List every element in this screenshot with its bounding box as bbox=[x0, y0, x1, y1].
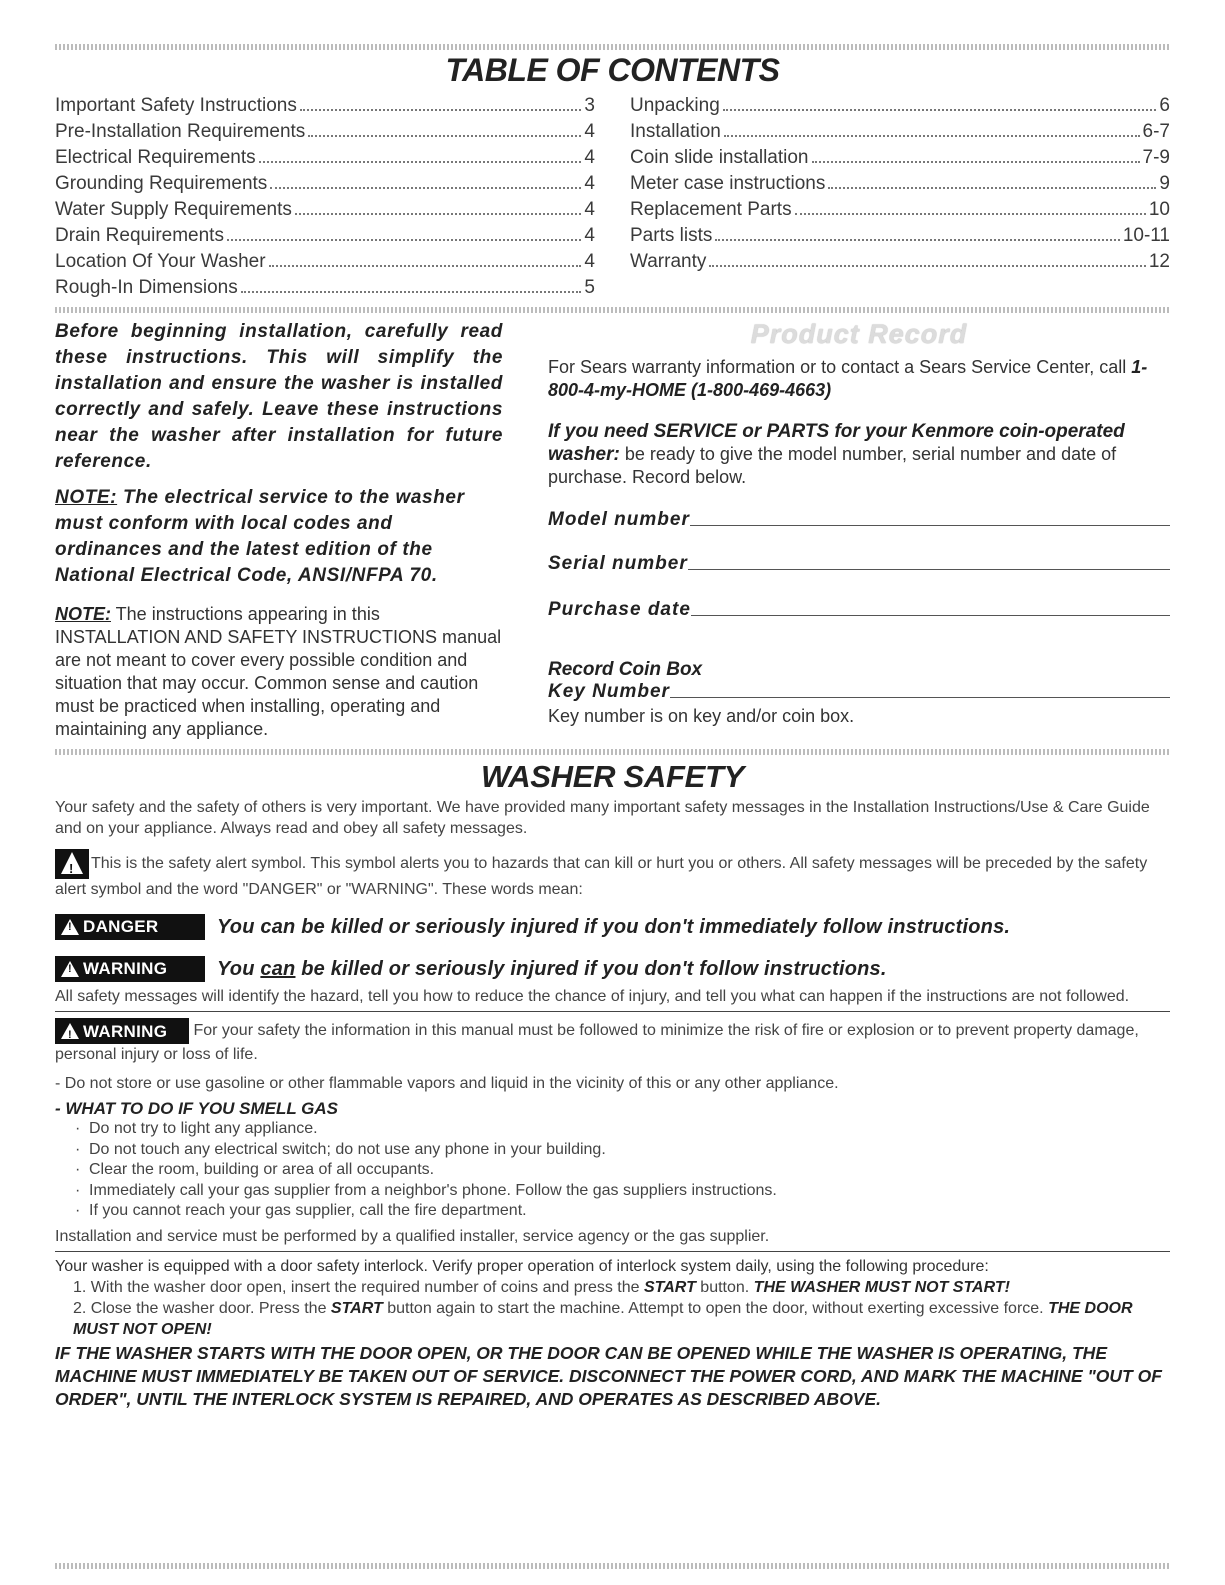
safety-symbol-text: This is the safety alert symbol. This symbol alerts you to hazards that can kill or hurt you or others. All safety messages will be preceded by the safety alert symbol and the word "DANGER" or "WARNING". These words mean: bbox=[55, 855, 1148, 898]
model-number-line bbox=[690, 524, 1170, 526]
toc-entry-page: 12 bbox=[1148, 251, 1170, 272]
warning-text-a: You bbox=[217, 957, 261, 980]
toc-entry-page: 10-11 bbox=[1122, 225, 1170, 246]
key-number-line bbox=[670, 696, 1170, 698]
electrical-note bbox=[55, 485, 503, 589]
step-text: button. bbox=[695, 1278, 754, 1296]
gas-step: · Do not try to light any appliance. bbox=[55, 1119, 1170, 1140]
product-record-title: Product Record bbox=[750, 319, 968, 349]
step-text: button again to start the machine. Attempt to open the door, without exerting excessive force. bbox=[382, 1299, 1049, 1317]
warning-text bbox=[217, 958, 887, 981]
toc-entry bbox=[55, 119, 595, 145]
serial-number-label: Serial number bbox=[548, 553, 688, 574]
toc-leader-dots bbox=[295, 213, 582, 215]
coin-box-label: Record Coin Box bbox=[548, 659, 703, 680]
toc-entry-page: 3 bbox=[584, 95, 595, 116]
toc-leader-dots bbox=[241, 291, 582, 293]
warning-word: WARNING bbox=[83, 959, 168, 978]
flammable-note: - Do not store or use gasoline or other flammable vapors and liquid in the vicinity of this or any other appliance. bbox=[55, 1075, 839, 1092]
toc-entry-title: Installation bbox=[630, 121, 721, 142]
toc-entry-page: 6-7 bbox=[1142, 121, 1170, 142]
start-label: START bbox=[643, 1278, 696, 1296]
toc-entry bbox=[55, 223, 595, 249]
toc-leader-dots bbox=[812, 161, 1140, 163]
out-of-service-warning: IF THE WASHER STARTS WITH THE DOOR OPEN, OR THE DOOR CAN BE OPENED WHILE THE WASHER IS OPERATING, THE MACHINE MUST IMMEDIATELY BE TAKEN OUT OF SERVICE. DISCONNECT THE POWER CORD, AND MARK THE MACHINE "OUT OF ORDER", UNTIL THE INTERLOCK SYSTEM IS REPAIRED, AND OPERATES AS DESCRIBED ABOVE. bbox=[55, 1342, 1162, 1409]
note-text: The electrical service to the washer must conform with local codes and ordinances and the latest edition of the National Electrical Code, ANSI/NFPA 70. bbox=[55, 487, 465, 586]
toc-entry-title: Meter case instructions bbox=[630, 173, 826, 194]
gas-steps bbox=[55, 1119, 1170, 1222]
alert-triangle-icon bbox=[61, 1023, 79, 1039]
danger-text: You can be killed or seriously injured if you don't immediately follow instructions. bbox=[217, 915, 1011, 938]
toc-entry-page: 10 bbox=[1148, 199, 1170, 220]
danger-word: DANGER bbox=[83, 917, 159, 936]
toc-entry bbox=[55, 197, 595, 223]
toc-leader-dots bbox=[269, 265, 582, 267]
toc-leader-dots bbox=[259, 161, 582, 163]
serial-number-line bbox=[688, 568, 1170, 570]
warning-signal bbox=[55, 1018, 189, 1044]
toc-entry bbox=[55, 145, 595, 171]
installer-note: Installation and service must be performed by a qualified installer, service agency or the gas supplier. bbox=[55, 1227, 770, 1245]
installation-notes bbox=[55, 319, 503, 741]
purchase-date-field[interactable] bbox=[548, 599, 1170, 621]
interlock-step-2 bbox=[73, 1298, 1170, 1340]
divider bbox=[55, 749, 1170, 755]
toc-entry-title: Coin slide installation bbox=[630, 147, 809, 168]
fire-warning-text: For your safety the information in this manual must be followed to minimize the risk of fire or explosion or to prevent property damage, personal injury or loss of life. bbox=[55, 1022, 1139, 1063]
gas-step: · Immediately call your gas supplier from a neighbor's phone. Follow the gas suppliers instructions. bbox=[55, 1181, 1170, 1202]
step-text: 1. With the washer door open, insert the required number of coins and press the bbox=[73, 1278, 644, 1296]
key-number-label: Key Number bbox=[548, 681, 670, 702]
safety-messages-text: All safety messages will identify the hazard, tell you how to reduce the chance of injury, and tell you what can happen if the instructions are not followed. bbox=[55, 988, 1130, 1005]
service-heading: If you need SERVICE or PARTS for your Kenmore coin-operated washer: bbox=[548, 421, 1125, 465]
toc-left-column bbox=[55, 93, 595, 301]
key-note: Key number is on key and/or coin box. bbox=[548, 706, 855, 726]
warning-text-can: can bbox=[260, 957, 296, 980]
model-number-label: Model number bbox=[548, 509, 690, 530]
toc-entry-title: Important Safety Instructions bbox=[55, 95, 297, 116]
toc-entry-page: 4 bbox=[584, 147, 595, 168]
step-text: 2. Close the washer door. Press the bbox=[73, 1299, 331, 1317]
toc-entry-title: Rough-In Dimensions bbox=[55, 277, 238, 298]
key-number-field[interactable] bbox=[548, 681, 1170, 703]
model-number-field[interactable] bbox=[548, 509, 1170, 531]
section-line bbox=[55, 1251, 1170, 1252]
purchase-date-label: Purchase date bbox=[548, 599, 691, 620]
danger-signal bbox=[55, 914, 205, 940]
toc-title: TABLE OF CONTENTS bbox=[445, 52, 780, 88]
gas-step: · Do not touch any electrical switch; do not use any phone in your building. bbox=[55, 1140, 1170, 1161]
scope-note bbox=[55, 603, 503, 741]
toc-leader-dots bbox=[308, 135, 581, 137]
toc-entry bbox=[630, 197, 1170, 223]
toc-leader-dots bbox=[828, 187, 1156, 189]
toc-entry bbox=[630, 171, 1170, 197]
warning-row bbox=[55, 956, 1170, 982]
toc-leader-dots bbox=[300, 109, 582, 111]
toc-entry-page: 4 bbox=[584, 121, 595, 142]
toc-leader-dots bbox=[270, 187, 581, 189]
intro-paragraph: Before beginning installation, carefully read these instructions. This will simplify the installation and ensure the washer is installed correctly and safely. Leave these instructions near the washer after installation for future reference. bbox=[55, 321, 503, 472]
warning-signal bbox=[55, 956, 205, 982]
toc-entry-page: 4 bbox=[584, 173, 595, 194]
toc-leader-dots bbox=[227, 239, 581, 241]
toc-entry-title: Location Of Your Washer bbox=[55, 251, 266, 272]
toc-entry-title: Pre-Installation Requirements bbox=[55, 121, 306, 142]
toc-entry bbox=[630, 93, 1170, 119]
toc-entry-page: 4 bbox=[584, 225, 595, 246]
toc-entry-title: Unpacking bbox=[630, 95, 720, 116]
toc-leader-dots bbox=[795, 213, 1146, 215]
intro-section bbox=[55, 319, 1170, 741]
gas-heading: - WHAT TO DO IF YOU SMELL GAS bbox=[55, 1099, 339, 1118]
start-label: START bbox=[330, 1299, 383, 1317]
contact-text: For Sears warranty information or to contact a Sears Service Center, call bbox=[548, 357, 1132, 377]
toc-entry-title: Water Supply Requirements bbox=[55, 199, 292, 220]
gas-step: · Clear the room, building or area of all occupants. bbox=[55, 1160, 1170, 1181]
toc-entry-title: Replacement Parts bbox=[630, 199, 792, 220]
phone-number: 1-800-4-my-HOME (1-800-469-4663) bbox=[548, 357, 1148, 400]
toc-entry bbox=[55, 275, 595, 301]
toc-entry bbox=[55, 93, 595, 119]
serial-number-field[interactable] bbox=[548, 553, 1170, 575]
safety-symbol-paragraph bbox=[55, 849, 1170, 900]
toc-right-column bbox=[630, 93, 1170, 301]
toc-entry-title: Grounding Requirements bbox=[55, 173, 268, 194]
purchase-date-line bbox=[691, 614, 1170, 616]
warranty-contact bbox=[548, 356, 1170, 402]
toc-leader-dots bbox=[723, 109, 1157, 111]
divider bbox=[55, 307, 1170, 313]
toc-entry-page: 5 bbox=[584, 277, 595, 298]
alert-triangle-icon bbox=[61, 919, 79, 935]
toc-entry-title: Drain Requirements bbox=[55, 225, 224, 246]
service-text: be ready to give the model number, serial number and date of purchase. Record below. bbox=[548, 444, 1117, 487]
toc-entry bbox=[55, 171, 595, 197]
washer-safety-title: WASHER SAFETY bbox=[480, 759, 745, 794]
toc-entry bbox=[55, 249, 595, 275]
toc-entry-title: Parts lists bbox=[630, 225, 713, 246]
product-record bbox=[548, 319, 1170, 741]
toc-entry-page: 6 bbox=[1159, 95, 1170, 116]
service-info bbox=[548, 420, 1170, 489]
toc-entry bbox=[630, 145, 1170, 171]
toc-leader-dots bbox=[724, 135, 1140, 137]
step-emphasis: THE DOOR MUST NOT OPEN! bbox=[73, 1299, 1133, 1338]
alert-triangle-icon bbox=[61, 961, 79, 977]
toc-leader-dots bbox=[709, 265, 1145, 267]
toc-entry bbox=[630, 223, 1170, 249]
safety-intro: Your safety and the safety of others is very important. We have provided many important safety messages in the Installation Instructions/Use & Care Guide and on your appliance. Always read and obey all safety messages. bbox=[55, 799, 1150, 837]
table-of-contents bbox=[55, 93, 1170, 301]
toc-entry-page: 4 bbox=[584, 199, 595, 220]
step-emphasis: THE WASHER MUST NOT START! bbox=[753, 1278, 1010, 1296]
gas-step: · If you cannot reach your gas supplier, call the fire department. bbox=[55, 1201, 1170, 1222]
bottom-divider bbox=[55, 1563, 1170, 1569]
toc-entry bbox=[630, 249, 1170, 275]
top-divider bbox=[55, 44, 1170, 50]
danger-row bbox=[55, 914, 1170, 940]
interlock-step-1 bbox=[73, 1277, 1170, 1298]
note-text: The instructions appearing in this INSTALLATION AND SAFETY INSTRUCTIONS manual are not meant to cover every possible condition and situation that may occur. Common sense and caution must be practiced when installing, operating and maintaining any appliance. bbox=[55, 604, 502, 739]
toc-entry-title: Warranty bbox=[630, 251, 707, 272]
warning-word: WARNING bbox=[83, 1021, 168, 1041]
toc-entry-page: 9 bbox=[1159, 173, 1170, 194]
warning-text-b: be killed or seriously injured if you don't follow instructions. bbox=[295, 957, 887, 980]
toc-leader-dots bbox=[715, 239, 1119, 241]
toc-entry-title: Electrical Requirements bbox=[55, 147, 256, 168]
manual-page bbox=[55, 0, 1170, 1585]
toc-entry bbox=[630, 119, 1170, 145]
toc-entry-page: 4 bbox=[584, 251, 595, 272]
note-label: NOTE: bbox=[55, 604, 111, 624]
section-line bbox=[55, 1011, 1170, 1012]
toc-entry-page: 7-9 bbox=[1142, 147, 1170, 168]
note-label: NOTE: bbox=[55, 487, 118, 508]
safety-alert-icon: ! bbox=[55, 849, 89, 879]
interlock-intro: Your washer is equipped with a door safety interlock. Verify proper operation of interlock system daily, using the following procedure: bbox=[55, 1257, 989, 1275]
fire-warning bbox=[55, 1018, 1170, 1065]
